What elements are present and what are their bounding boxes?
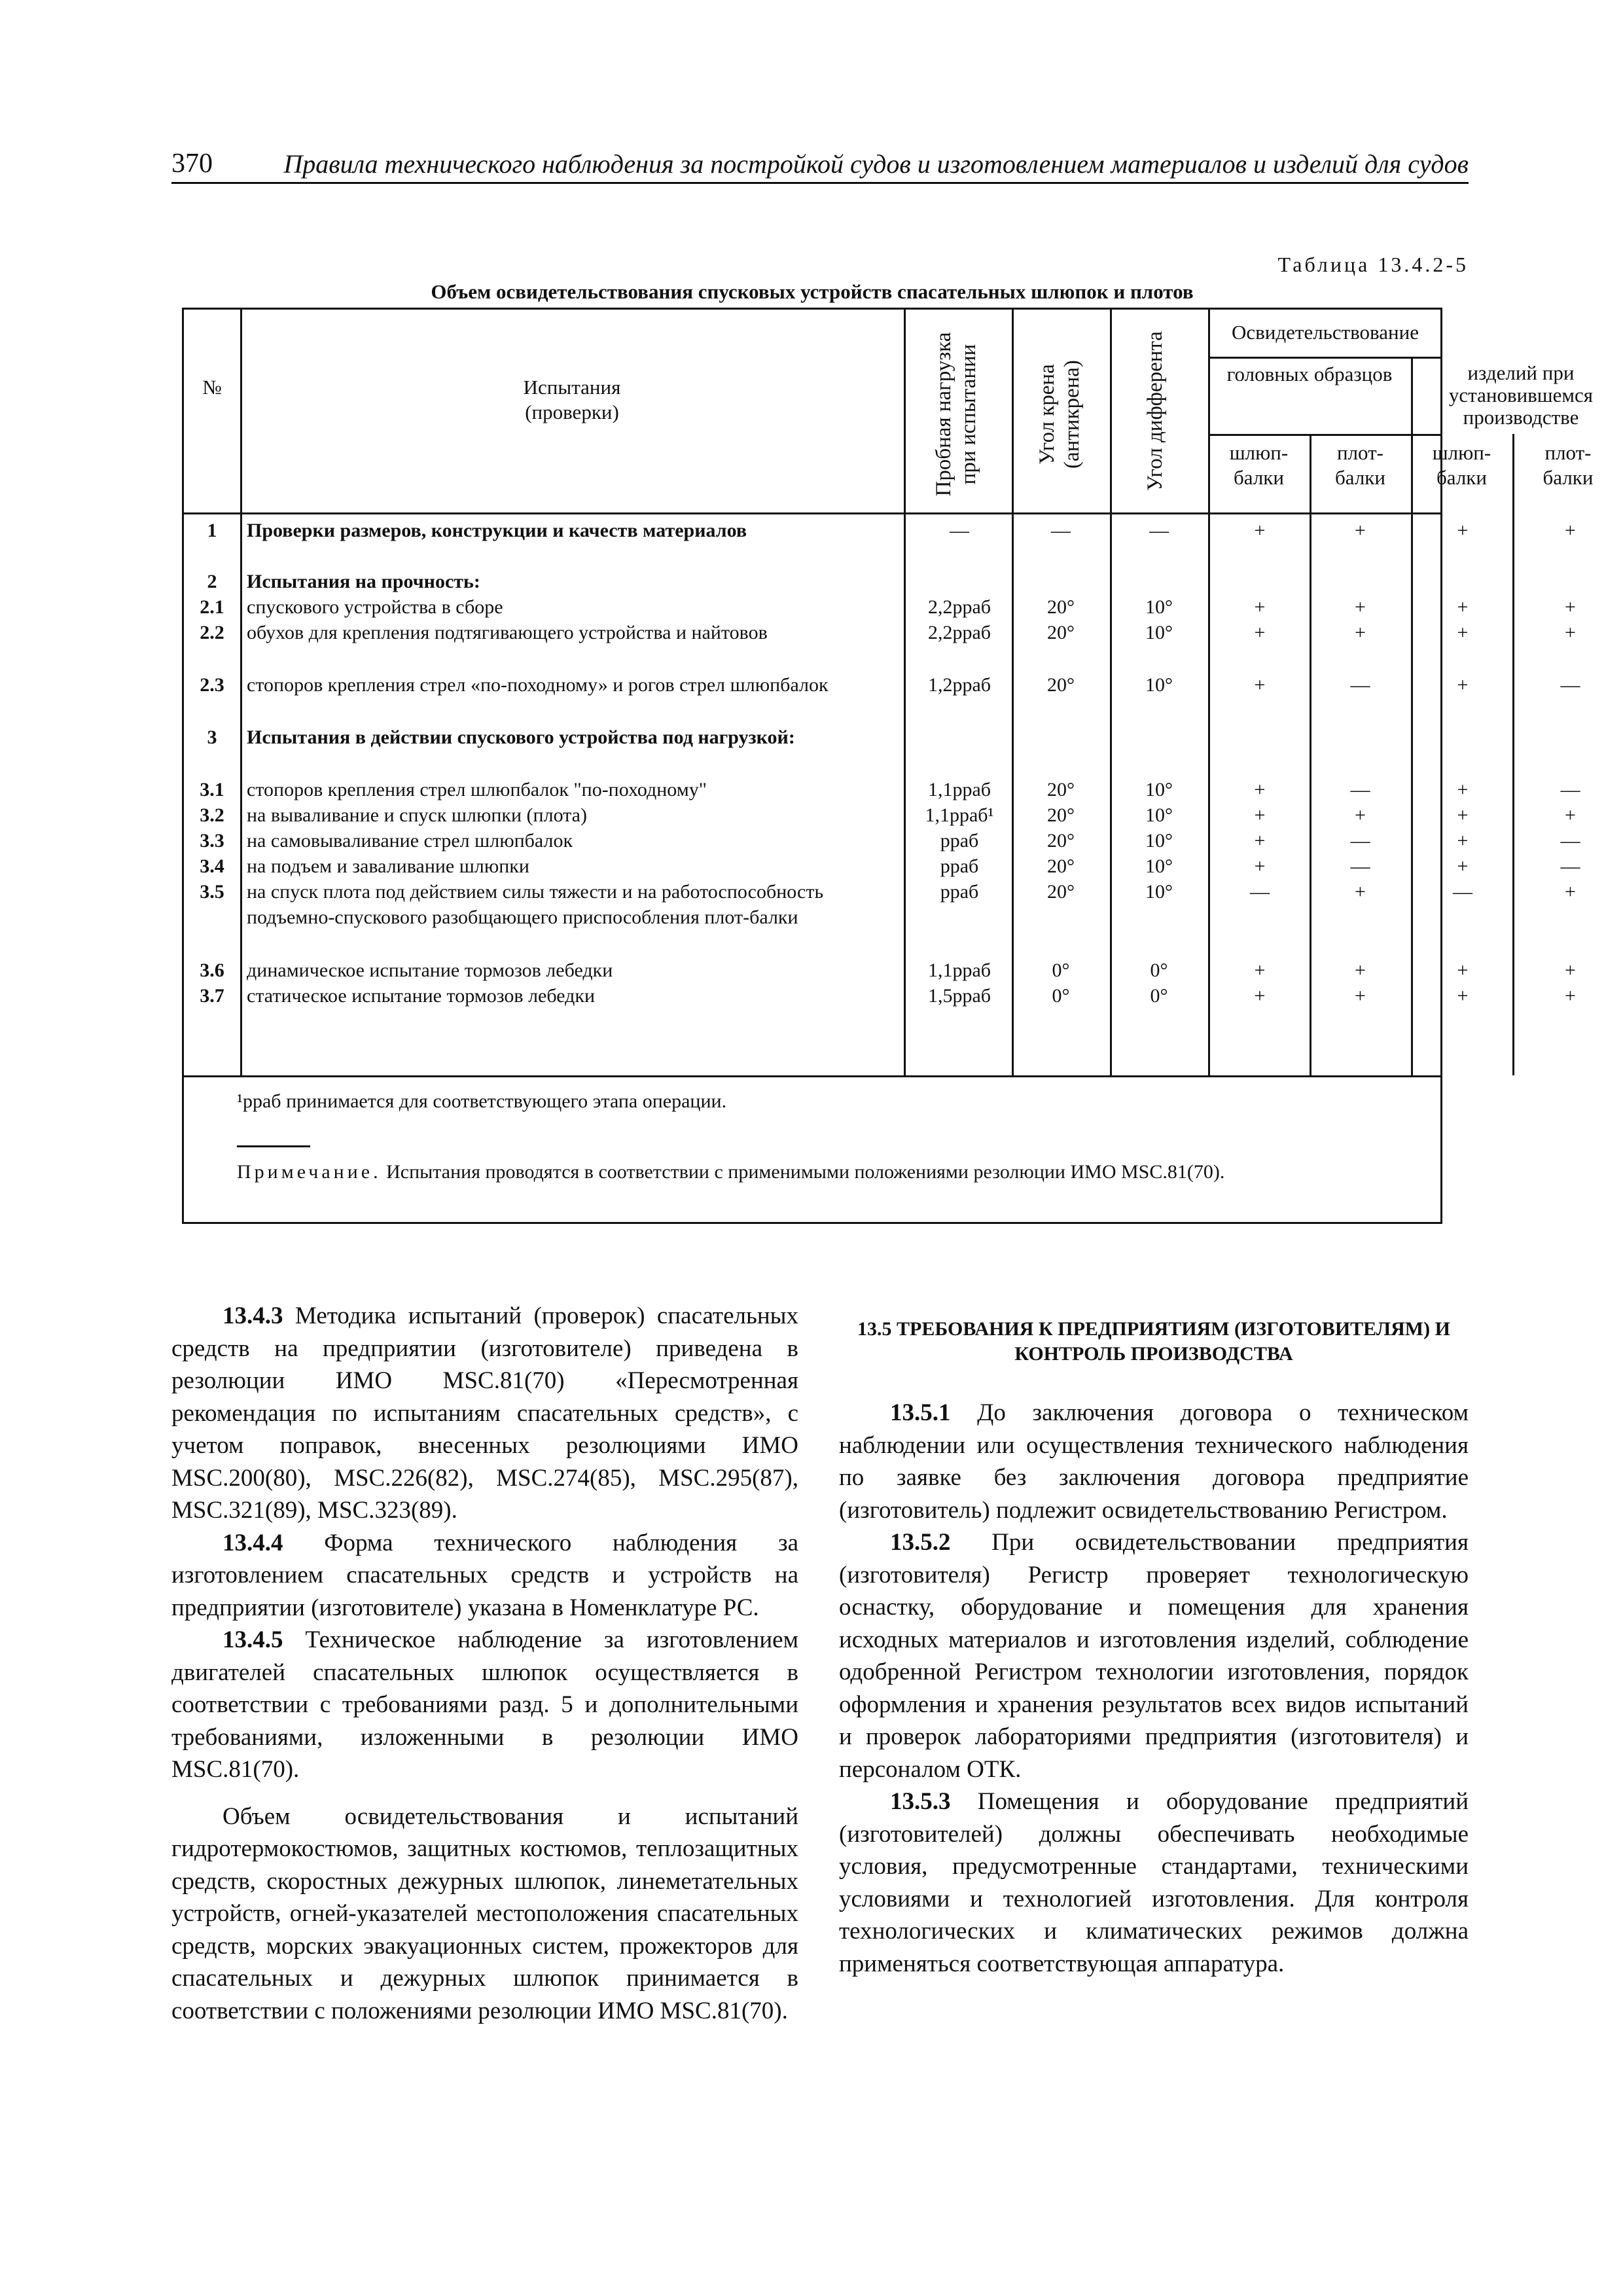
footnote-divider <box>237 1145 310 1147</box>
note-label: Примечание. <box>237 1161 382 1183</box>
paragraph: Объем освидетельствования и испытаний гидротермокостюмов, защитных костюмов, теплозащитных средств, скоростных дежурных шлюпок, линеметательных устройств, огней-указателей местоположения спасательных средств, морских эвакуационных систем, прожекторов для спасательных и дежурных шлюпок принимается в соответствии с положениями резолюции ИМО MSC.81(70). <box>171 1803 798 2024</box>
paragraph: 13.4.3 Методика испытаний (проверок) спасательных средств на предприятии (изготовителе) приведена в резолюции ИМО MSC.81(70) «Пересмотренная рекомендация по испытаниям спасательных средств», с учетом поправок, внесенных резолюциями ИМО MSC.200(80), MSC.226(82), MSC.274(85), MSC.295(87), MSC.321(89), MSC.323(89). <box>171 1302 799 1524</box>
header-no: № <box>202 376 222 399</box>
header-trim: Угол дифферента <box>1143 331 1167 491</box>
header-heel: Угол крена (антикрена) <box>1035 360 1084 469</box>
header-load: Пробная нагрузка при испытании <box>932 332 980 497</box>
header-davits-serial: шлюп- балки <box>1432 441 1491 489</box>
header-davits: шлюп- балки <box>1229 441 1289 489</box>
paragraph: 13.4.4 Форма технического наблюдения за изготовлением спасательных средств и устройств на предприятии (изготовителе) указана в Номенклатуре РС. <box>171 1529 798 1621</box>
header-survey: Освидетельствование <box>1232 321 1419 344</box>
table-footnote: ¹pраб принимается для соответствующего этапа операции. <box>237 1090 727 1112</box>
table-note <box>237 1161 1224 1183</box>
header-rafts-serial: плот- балки <box>1543 441 1594 489</box>
section-heading: 13.5 ТРЕБОВАНИЯ К ПРЕДПРИЯТИЯМ (ИЗГОТОВИТЕЛЯМ) И КОНТРОЛЬ ПРОИЗВОДСТВА <box>857 1318 1450 1365</box>
paragraph: 13.5.1 До заключения договора о техническом наблюдении или осуществления технического наблюдения по заявке без заключения договора предприятие (изготовитель) подлежит освидетельствованию Регистром. <box>839 1399 1469 1524</box>
note-text: Испытания проводятся в соответствии с применимыми положениями резолюции ИМО MSC.81(70). <box>386 1161 1225 1183</box>
right-column <box>839 1317 1469 1980</box>
table-title: Объем освидетельствования спусковых устройств спасательных шлюпок и плотов <box>431 280 1194 303</box>
paragraph: 13.5.3 Помещения и оборудование предприятий (изготовителей) должны обеспечивать необходимые условия, предусмотренные стандартами, техническими условиями и технологией изготовления. Для контроля технологических и климатических режимов должна применяться соответствующая аппаратура. <box>839 1788 1469 1977</box>
header-prototypes: головных образцов <box>1226 363 1393 386</box>
header-tests: Испытания (проверки) <box>523 376 621 423</box>
left-column <box>171 1300 798 2027</box>
header-serial: изделий при установившемся производстве <box>1448 361 1594 429</box>
page-header <box>171 145 1469 184</box>
paragraph: 13.5.2 При освидетельствовании предприятия (изготовителя) Регистр проверяет технологическую оснастку, оборудование и помещения для хранения исходных материалов и изготовления изделий, соблюдение одобренной Регистром технологии изготовления, порядок оформления и хранения результатов всех видов испытаний и проверок лабораториями предприятия (изготовителя) и персоналом ОТК. <box>839 1529 1469 1783</box>
running-title: Правила технического наблюдения за постройкой судов и изготовлением материалов и изделий для судов <box>283 149 1469 179</box>
survey-table: № Испытания (проверки) Пробная нагрузка при испытании Угол крена (антикрена) Угол дифферента Освидетельствование головных образцов изделий при установившемся производстве шлюп- балки плот- балки шлюп- балки плот- балки 1 Проверки размеров, конструкции и качеств материалов — — — + + + + 2 Испытания на прочность: 2.1 спускового устройства в сборе 2,2pраб 20° 10° + + + + 2.2 обухов для крепления подтягивающего устройства и найтовов 2,2pраб 20° 10° + + + + 2.3 стопоров крепления стрел «по-походному» и рогов стрел шлюпбалок 1,2pраб 20° 10° + — + — 3 Испытания в действии спускового устройства под нагрузкой: 3.1 стопоров крепления стрел шлюпбалок "по-походному" 1,1pраб 20° 10° + — + — 3.2 на вываливание и спуск шлюпки (плота) 1,1pраб¹ 20° 10° + + + + 3.3 на самовываливание стрел шлюпбалок pраб 20° 10° + — + — 3.4 на подъем и заваливание шлюпки pраб 20° 10° + — + — 3.5 на спуск плота под действием силы тяжести и на работоспособность подъемно-спускового разобщающего приспособления плот-балки pраб 20° 10° — + — + 3.6 динамическое испытание тормозов лебедки 1,1pраб 0° 0° + + + + 3.7 статическое испытание тормозов лебедки 1,5pраб 0° 0° + + + + <box>182 308 1442 1224</box>
header-rafts: плот- балки <box>1335 441 1385 489</box>
paragraph: 13.4.5 Техническое наблюдение за изготовлением двигателей спасательных шлюпок осуществляется в соответствии с требованиями разд. 5 и дополнительными требованиями, изложенными в резолюции ИМО MSC.81(70). <box>171 1626 798 1783</box>
page-number: 370 <box>171 149 213 179</box>
table-caption: Таблица 13.4.2-5 <box>1277 253 1469 276</box>
